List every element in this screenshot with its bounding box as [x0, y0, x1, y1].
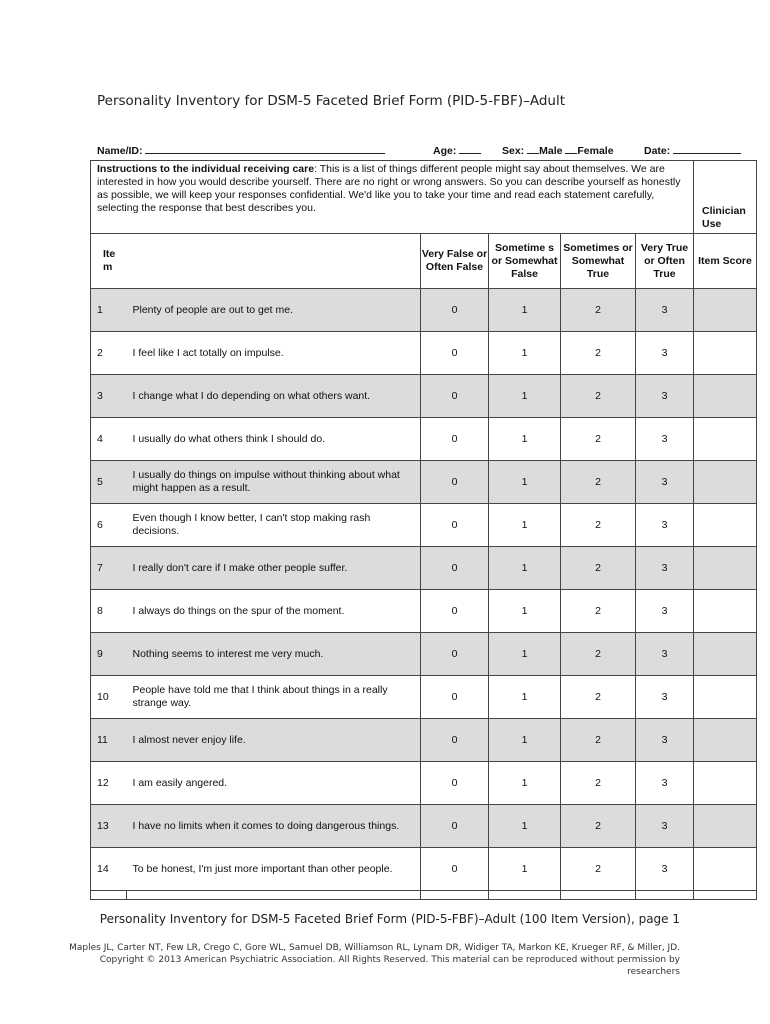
- page-continuation: [91, 891, 757, 900]
- item-score-cell[interactable]: [694, 504, 757, 547]
- name-label: Name/ID:: [97, 145, 143, 157]
- table-row: [91, 547, 757, 590]
- item-number: 7: [91, 547, 127, 590]
- somewhat-true-option[interactable]: 2: [561, 461, 636, 504]
- table-row: [91, 418, 757, 461]
- item-score-cell[interactable]: [694, 762, 757, 805]
- somewhat-false-option[interactable]: 1: [489, 547, 561, 590]
- item-score-header: Item Score: [694, 234, 757, 289]
- very-false-option[interactable]: 0: [421, 418, 489, 461]
- item-number: 3: [91, 375, 127, 418]
- item-number: 4: [91, 418, 127, 461]
- somewhat-true-option[interactable]: 2: [561, 289, 636, 332]
- very-true-header: Very True or Often True: [636, 234, 694, 289]
- continuation-cell: [636, 891, 694, 900]
- table-row: [91, 590, 757, 633]
- female-blank[interactable]: [565, 143, 577, 154]
- item-number: 10: [91, 676, 127, 719]
- item-score-cell[interactable]: [694, 547, 757, 590]
- very-false-option[interactable]: 0: [421, 676, 489, 719]
- continuation-cell: [127, 891, 421, 900]
- item-statement: I am easily angered.: [127, 762, 421, 805]
- somewhat-false-option[interactable]: 1: [489, 590, 561, 633]
- age-blank[interactable]: [459, 143, 481, 154]
- item-statement: Even though I know better, I can't stop making rash decisions.: [127, 504, 421, 547]
- table-row: [91, 461, 757, 504]
- somewhat-false-option[interactable]: 1: [489, 332, 561, 375]
- clinician-use-header: Clinician Use: [694, 161, 757, 234]
- somewhat-false-option[interactable]: 1: [489, 504, 561, 547]
- item-number: 6: [91, 504, 127, 547]
- very-false-option[interactable]: 0: [421, 590, 489, 633]
- somewhat-true-option[interactable]: 2: [561, 547, 636, 590]
- somewhat-true-option[interactable]: 2: [561, 418, 636, 461]
- continuation-cell: [91, 891, 127, 900]
- very-true-option[interactable]: 3: [636, 461, 694, 504]
- somewhat-false-option[interactable]: 1: [489, 418, 561, 461]
- somewhat-true-option[interactable]: 2: [561, 848, 636, 891]
- very-false-option[interactable]: 0: [421, 805, 489, 848]
- item-score-cell[interactable]: [694, 332, 757, 375]
- name-blank[interactable]: [145, 143, 385, 154]
- table-row: [91, 375, 757, 418]
- item-statement: I have no limits when it comes to doing dangerous things.: [127, 805, 421, 848]
- continuation-cell: [694, 891, 757, 900]
- somewhat-true-option[interactable]: 2: [561, 590, 636, 633]
- somewhat-false-option[interactable]: 1: [489, 719, 561, 762]
- item-statement: I feel like I act totally on impulse.: [127, 332, 421, 375]
- item-score-cell[interactable]: [694, 289, 757, 332]
- item-number: 14: [91, 848, 127, 891]
- item-statement: People have told me that I think about things in a really strange way.: [127, 676, 421, 719]
- item-rows: [91, 289, 757, 900]
- item-statement: Plenty of people are out to get me.: [127, 289, 421, 332]
- date-field[interactable]: [644, 143, 741, 157]
- instructions-cell: [91, 161, 694, 234]
- somewhat-true-option[interactable]: 2: [561, 719, 636, 762]
- somewhat-false-option[interactable]: 1: [489, 762, 561, 805]
- table-row: [91, 848, 757, 891]
- item-score-cell[interactable]: [694, 805, 757, 848]
- very-true-option[interactable]: 3: [636, 332, 694, 375]
- somewhat-true-option[interactable]: 2: [561, 332, 636, 375]
- continuation-cell: [421, 891, 489, 900]
- very-false-option[interactable]: 0: [421, 547, 489, 590]
- somewhat-true-option[interactable]: 2: [561, 504, 636, 547]
- very-true-option[interactable]: 3: [636, 590, 694, 633]
- date-blank[interactable]: [673, 143, 741, 154]
- very-false-option[interactable]: 0: [421, 762, 489, 805]
- item-score-cell[interactable]: [694, 633, 757, 676]
- somewhat-true-option[interactable]: 2: [561, 633, 636, 676]
- table-row: [91, 633, 757, 676]
- somewhat-false-option[interactable]: 1: [489, 289, 561, 332]
- somewhat-true-option[interactable]: 2: [561, 375, 636, 418]
- item-statement: I always do things on the spur of the moment.: [127, 590, 421, 633]
- item-score-cell[interactable]: [694, 375, 757, 418]
- instructions-body: : This is a list of things different people might say about themselves. We are interested in how you would describe yourself. There are no right or wrong answers. So you can describe yourself as honestly as possible, we will keep your responses confidential. We'd like you to take your time and read each statement carefully, selecting the response that best describes you.: [97, 163, 681, 214]
- item-score-cell[interactable]: [694, 719, 757, 762]
- item-number: 2: [91, 332, 127, 375]
- very-true-option[interactable]: 3: [636, 418, 694, 461]
- item-statement: I usually do things on impulse without thinking about what might happen as a result.: [127, 461, 421, 504]
- item-number: 9: [91, 633, 127, 676]
- item-statement: I usually do what others think I should do.: [127, 418, 421, 461]
- item-score-cell[interactable]: [694, 590, 757, 633]
- somewhat-false-option[interactable]: 1: [489, 633, 561, 676]
- item-number: 8: [91, 590, 127, 633]
- item-statement: I almost never enjoy life.: [127, 719, 421, 762]
- item-number: 13: [91, 805, 127, 848]
- very-false-header: Very False or Often False: [421, 234, 489, 289]
- name-field[interactable]: [97, 143, 385, 157]
- table-row: [91, 504, 757, 547]
- very-true-option[interactable]: 3: [636, 805, 694, 848]
- table-row: [91, 719, 757, 762]
- very-false-option[interactable]: 0: [421, 633, 489, 676]
- somewhat-false-option[interactable]: 1: [489, 461, 561, 504]
- item-score-cell[interactable]: [694, 676, 757, 719]
- very-false-option[interactable]: 0: [421, 719, 489, 762]
- somewhat-true-option[interactable]: 2: [561, 805, 636, 848]
- very-false-option[interactable]: 0: [421, 504, 489, 547]
- header-row: [91, 234, 757, 289]
- item-statement: To be honest, I'm just more important than other people.: [127, 848, 421, 891]
- instructions-lead: Instructions to the individual receiving care: [97, 163, 315, 175]
- item-statement: I change what I do depending on what others want.: [127, 375, 421, 418]
- table-row: [91, 805, 757, 848]
- item-score-cell[interactable]: [694, 848, 757, 891]
- age-label: Age:: [433, 145, 457, 157]
- male-label: Male: [539, 145, 563, 157]
- footer-title: Personality Inventory for DSM-5 Faceted Brief Form (PID-5-FBF)–Adult (100 Item Version), page 1: [99, 912, 680, 926]
- very-true-option[interactable]: 3: [636, 719, 694, 762]
- somewhat-false-option[interactable]: 1: [489, 805, 561, 848]
- table-row: [91, 332, 757, 375]
- continuation-cell: [489, 891, 561, 900]
- somewhat-false-option[interactable]: 1: [489, 676, 561, 719]
- very-false-option[interactable]: 0: [421, 461, 489, 504]
- date-label: Date:: [644, 145, 671, 157]
- continuation-cell: [561, 891, 636, 900]
- very-true-option[interactable]: 3: [636, 375, 694, 418]
- very-true-option[interactable]: 3: [636, 633, 694, 676]
- table-row: [91, 762, 757, 805]
- item-score-cell[interactable]: [694, 418, 757, 461]
- somewhat-false-header: Sometime s or Somewhat False: [489, 234, 561, 289]
- item-column-header: Ite m: [91, 234, 421, 289]
- male-blank[interactable]: [527, 143, 539, 154]
- item-statement: I really don't care if I make other people suffer.: [127, 547, 421, 590]
- questionnaire-table: [90, 160, 757, 900]
- table-row: [91, 289, 757, 332]
- item-number: 11: [91, 719, 127, 762]
- very-false-option[interactable]: 0: [421, 332, 489, 375]
- item-score-cell[interactable]: [694, 461, 757, 504]
- sex-field: [502, 143, 614, 157]
- somewhat-true-option[interactable]: 2: [561, 762, 636, 805]
- sex-label: Sex:: [502, 145, 525, 157]
- very-true-option[interactable]: 3: [636, 676, 694, 719]
- very-true-option[interactable]: 3: [636, 289, 694, 332]
- very-false-option[interactable]: 0: [421, 848, 489, 891]
- very-true-option[interactable]: 3: [636, 504, 694, 547]
- item-statement: Nothing seems to interest me very much.: [127, 633, 421, 676]
- instructions-row: [91, 161, 757, 234]
- female-label: Female: [577, 145, 614, 157]
- respondent-info-row: [97, 143, 747, 157]
- very-true-option[interactable]: 3: [636, 848, 694, 891]
- item-number: 5: [91, 461, 127, 504]
- somewhat-true-header: Sometimes or Somewhat True: [561, 234, 636, 289]
- very-true-option[interactable]: 3: [636, 547, 694, 590]
- item-number: 12: [91, 762, 127, 805]
- footer-copyright: Maples JL, Carter NT, Few LR, Crego C, Gore WL, Samuel DB, Williamson RL, Lynam DR, Widiger TA, Markon KE, Krueger RF, & Miller, JD. Copyright © 2013 American Psychiatric Association. All Rights Reserved. This material can be reproduced without permission by researchers: [69, 943, 680, 977]
- very-true-option[interactable]: 3: [636, 762, 694, 805]
- page-title: Personality Inventory for DSM-5 Faceted Brief Form (PID-5-FBF)–Adult: [97, 93, 565, 109]
- age-field[interactable]: [433, 143, 481, 157]
- item-number: 1: [91, 289, 127, 332]
- very-false-option[interactable]: 0: [421, 289, 489, 332]
- very-false-option[interactable]: 0: [421, 375, 489, 418]
- table-row: [91, 676, 757, 719]
- somewhat-true-option[interactable]: 2: [561, 676, 636, 719]
- somewhat-false-option[interactable]: 1: [489, 848, 561, 891]
- somewhat-false-option[interactable]: 1: [489, 375, 561, 418]
